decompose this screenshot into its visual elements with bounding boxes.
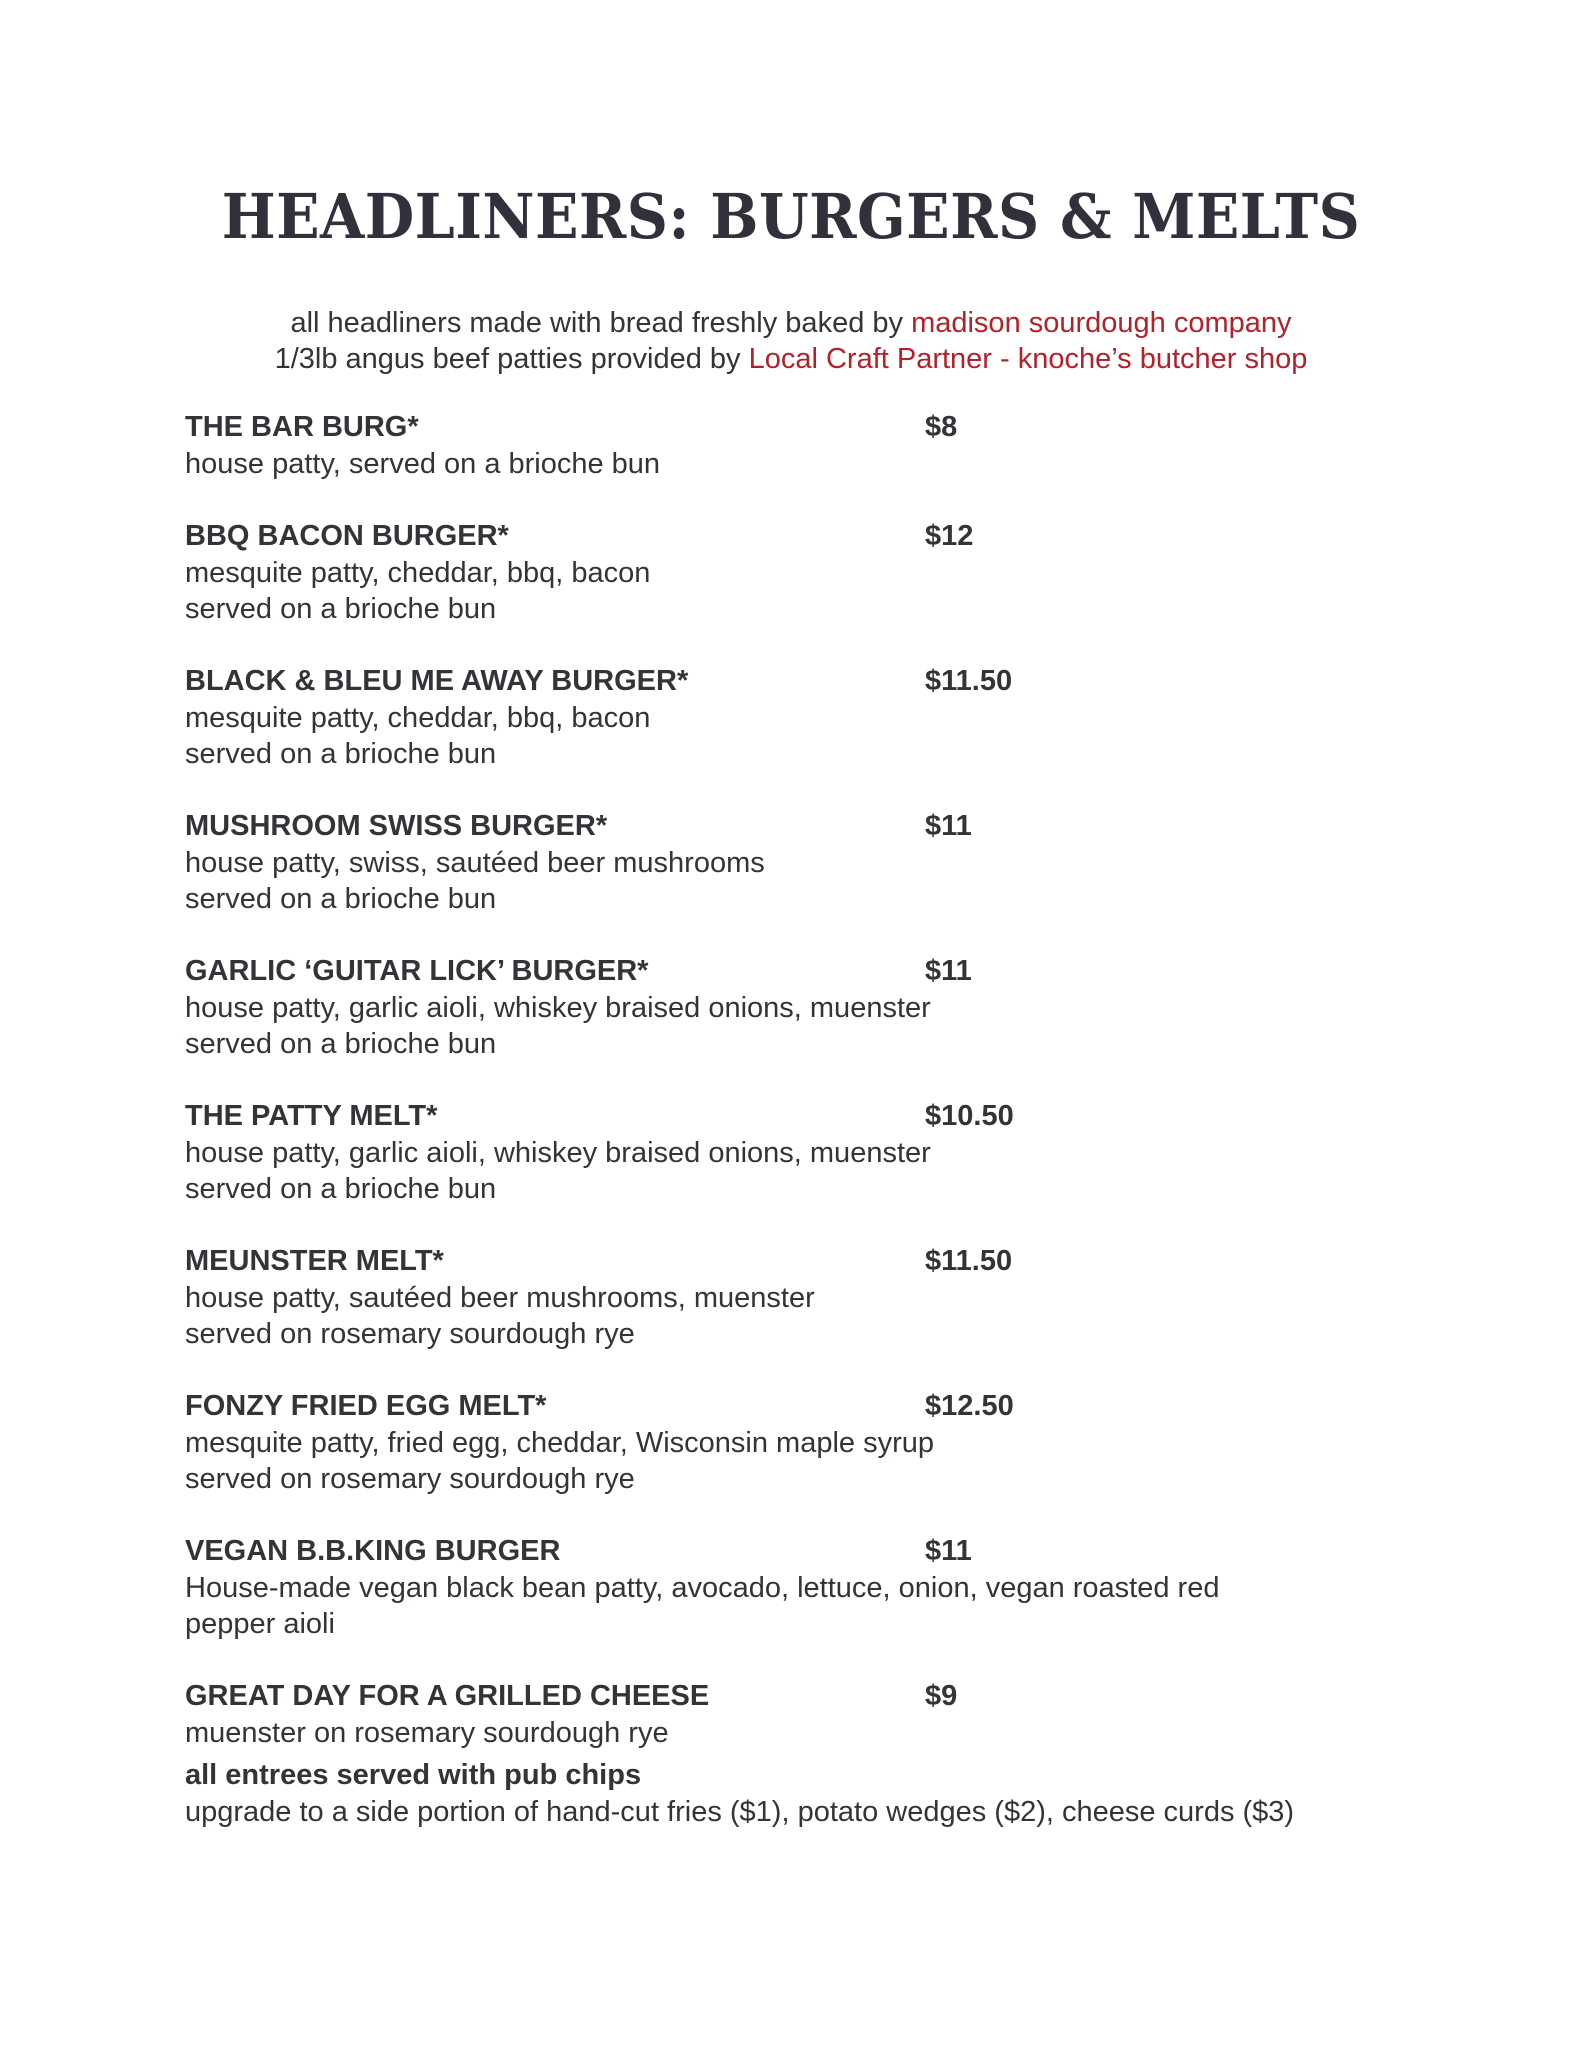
item-price: $11.50 <box>925 1245 1013 1277</box>
item-price: $11 <box>925 810 972 842</box>
item-name: GARLIC ‘GUITAR LICK’ BURGER* <box>185 955 649 987</box>
intro-line-bakery <box>0 305 1582 341</box>
item-description: house patty, served on a brioche bun <box>185 448 661 480</box>
item-description: served on rosemary sourdough rye <box>185 1318 635 1350</box>
item-price: $9 <box>925 1680 958 1712</box>
item-name: GREAT DAY FOR A GRILLED CHEESE <box>185 1680 710 1712</box>
item-name: MEUNSTER MELT* <box>185 1245 444 1277</box>
item-name: FONZY FRIED EGG MELT* <box>185 1390 547 1422</box>
menu-item <box>185 1387 1435 1497</box>
item-name: MUSHROOM SWISS BURGER* <box>185 810 608 842</box>
butcher-partner-name: Local Craft Partner - knoche’s butcher shop <box>748 343 1308 375</box>
menu-item <box>185 1677 1435 1751</box>
item-price: $11.50 <box>925 665 1013 697</box>
item-name: THE BAR BURG* <box>185 411 419 443</box>
intro-line-butcher <box>0 341 1582 377</box>
item-description: House-made vegan black bean patty, avocado, lettuce, onion, vegan roasted red <box>185 1572 1220 1604</box>
item-description: house patty, garlic aioli, whiskey braised onions, muenster <box>185 992 931 1024</box>
item-description: served on a brioche bun <box>185 1028 497 1060</box>
item-price: $12 <box>925 520 974 552</box>
item-description: served on rosemary sourdough rye <box>185 1463 635 1495</box>
item-price: $8 <box>925 411 958 443</box>
item-name: THE PATTY MELT* <box>185 1100 438 1132</box>
menu-item <box>185 807 1435 917</box>
item-description: served on a brioche bun <box>185 1173 497 1205</box>
item-name: BLACK & BLEU ME AWAY BURGER* <box>185 665 689 697</box>
sides-note <box>185 1756 1485 1830</box>
item-price: $11 <box>925 955 972 987</box>
item-name: VEGAN B.B.KING BURGER <box>185 1535 561 1567</box>
menu-item <box>185 662 1435 772</box>
menu-item <box>185 517 1435 627</box>
menu-item <box>185 952 1435 1062</box>
item-description: house patty, swiss, sautéed beer mushrooms <box>185 847 765 879</box>
item-description: house patty, garlic aioli, whiskey braised onions, muenster <box>185 1137 931 1169</box>
item-description: pepper aioli <box>185 1608 335 1640</box>
page-title: HEADLINERS: BURGERS & MELTS <box>221 180 1361 253</box>
menu-item <box>185 1097 1435 1207</box>
intro-bakery-text: all headliners made with bread freshly baked by <box>290 307 912 339</box>
item-name: BBQ BACON BURGER* <box>185 520 509 552</box>
item-description: served on a brioche bun <box>185 738 497 770</box>
item-price: $10.50 <box>925 1100 1014 1132</box>
item-price: $12.50 <box>925 1390 1014 1422</box>
menu-item <box>185 408 1435 482</box>
sides-note-title: all entrees served with pub chips <box>185 1759 642 1791</box>
item-description: mesquite patty, fried egg, cheddar, Wisconsin maple syrup <box>185 1427 935 1459</box>
item-description: served on a brioche bun <box>185 593 497 625</box>
bakery-partner-name: madison sourdough company <box>911 307 1292 339</box>
item-price: $11 <box>925 1535 972 1567</box>
intro-butcher-text: 1/3lb angus beef patties provided by <box>274 343 749 375</box>
item-description: house patty, sautéed beer mushrooms, muenster <box>185 1282 815 1314</box>
menu-item <box>185 1242 1435 1352</box>
item-description: muenster on rosemary sourdough rye <box>185 1717 669 1749</box>
menu-list <box>185 408 1435 1786</box>
item-description: mesquite patty, cheddar, bbq, bacon <box>185 557 651 589</box>
item-description: mesquite patty, cheddar, bbq, bacon <box>185 702 651 734</box>
menu-item <box>185 1532 1435 1642</box>
sides-upgrade-text: upgrade to a side portion of hand-cut fries ($1), potato wedges ($2), cheese curds ($3) <box>185 1796 1295 1828</box>
item-description: served on a brioche bun <box>185 883 497 915</box>
